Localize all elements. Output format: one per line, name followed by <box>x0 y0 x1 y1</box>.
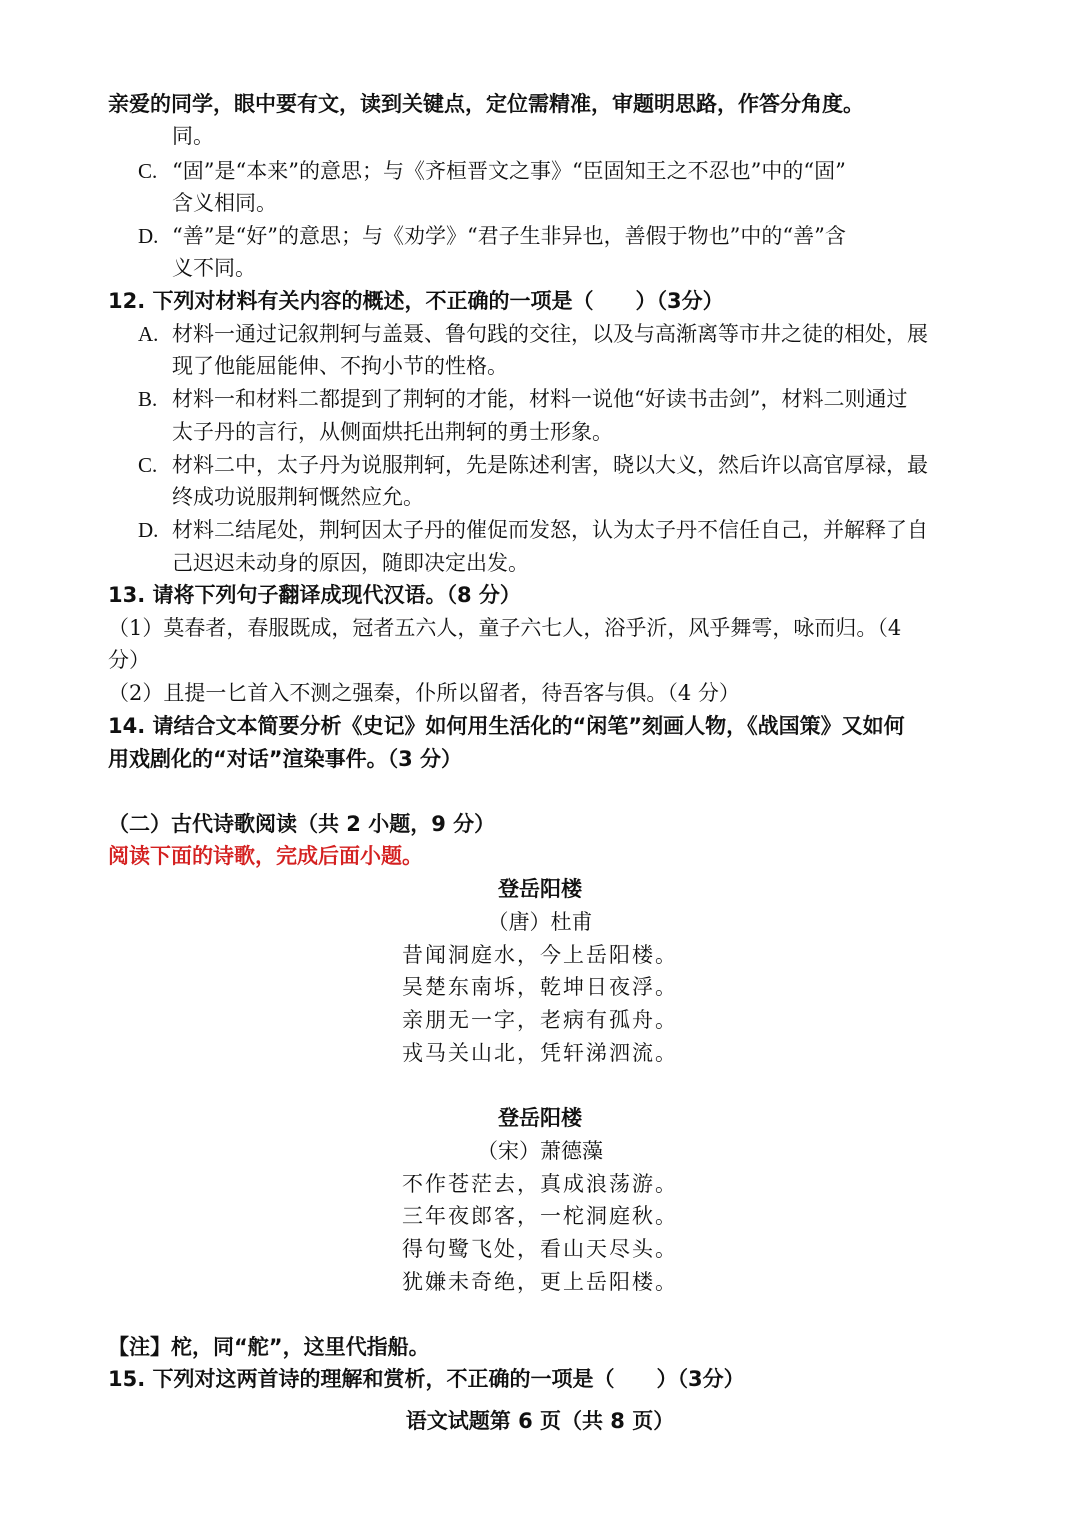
q12-stem: 12. 下列对材料有关内容的概述，不正确的一项是（ ）（3分） <box>108 289 724 313</box>
option-text: 材料一和材料二都提到了荆轲的才能，材料一说他“好读书击剑”，材料二则通过 <box>172 387 908 411</box>
q12-option-b <box>138 383 907 415</box>
option-text: 材料一通过记叙荆轲与盖聂、鲁句践的交往，以及与高渐离等市井之徒的相处，展 <box>172 322 928 346</box>
poem2-line: 犹嫌未奇绝，更上岳阳楼。 <box>402 1270 678 1294</box>
q13-sentence-2: （2）且提一匕首入不测之强秦，仆所以留者，待吾客与俱。（4 分） <box>108 681 740 705</box>
poem1-title: 登岳阳楼 <box>498 877 582 901</box>
q12-option-a <box>138 318 928 350</box>
option-label: B. <box>138 387 158 411</box>
page-footer: 语文试题第 6 页（共 8 页） <box>405 1409 675 1433</box>
q11-option-d-line2: 义不同。 <box>172 256 256 280</box>
poem2-line: 不作苍茫去，真成浪荡游。 <box>402 1172 678 1196</box>
option-label: A. <box>138 322 159 346</box>
poem1-line: 昔闻洞庭水，今上岳阳楼。 <box>402 943 678 967</box>
q11-option-c-line2: 含义相同。 <box>172 191 277 215</box>
poem1-line: 戎马关山北，凭轩涕泗流。 <box>402 1041 678 1065</box>
poem1-line: 吴楚东南坼，乾坤日夜浮。 <box>402 975 678 999</box>
option-text: “善”是“好”的意思；与《劝学》“君子生非异也，善假于物也”中的“善”含 <box>172 224 846 248</box>
section-heading: （二）古代诗歌阅读（共 2 小题，9 分） <box>108 812 496 836</box>
q12-option-c <box>138 449 928 481</box>
q12-option-c-line2: 终成功说服荆轲慨然应允。 <box>172 485 424 509</box>
poem1-line: 亲朋无一字，老病有孤舟。 <box>402 1008 678 1032</box>
poem-note: 【注】柁，同“舵”，这里代指船。 <box>108 1335 430 1359</box>
q14-stem-line2: 用戏剧化的“对话”渲染事件。（3 分） <box>108 747 463 771</box>
option-text: 材料二结尾处，荆轲因太子丹的催促而发怒，认为太子丹不信任自己，并解释了自 <box>172 518 928 542</box>
q11-option-c <box>138 155 846 187</box>
q13-stem: 13. 请将下列句子翻译成现代汉语。（8 分） <box>108 583 521 607</box>
q12-option-a-line2: 现了他能屈能伸、不拘小节的性格。 <box>172 354 508 378</box>
q12-option-d-line2: 己迟迟未动身的原因，随即决定出发。 <box>172 551 529 575</box>
poem2-line: 得句鹭飞处，看山天尽头。 <box>402 1237 678 1261</box>
header-banner: 亲爱的同学，眼中要有文，读到关键点，定位需精准，审题明思路，作答分角度。 <box>108 92 864 116</box>
option-label: D. <box>138 518 159 542</box>
section-instruction: 阅读下面的诗歌，完成后面小题。 <box>108 844 423 868</box>
q15-stem: 15. 下列对这两首诗的理解和赏析，不正确的一项是（ ）（3分） <box>108 1367 745 1391</box>
q13-sentence-1: （1）莫春者，春服既成，冠者五六人，童子六七人，浴乎沂，风乎舞雩，咏而归。（4 <box>108 616 902 640</box>
option-label: C. <box>138 159 158 183</box>
poem2-line: 三年夜郎客，一柁洞庭秋。 <box>402 1204 678 1228</box>
q12-option-d <box>138 514 928 546</box>
poem2-author: （宋）萧德藻 <box>477 1139 603 1163</box>
option-text: 材料二中，太子丹为说服荆轲，先是陈述利害，晓以大义，然后许以高官厚禄，最 <box>172 453 928 477</box>
q12-option-b-line2: 太子丹的言行，从侧面烘托出荆轲的勇士形象。 <box>172 420 613 444</box>
option-label: C. <box>138 453 158 477</box>
q13-sentence-1-line2: 分） <box>108 648 150 672</box>
q11-b-continuation: 同。 <box>172 124 214 148</box>
poem1-author: （唐）杜甫 <box>487 910 593 934</box>
option-label: D. <box>138 224 159 248</box>
q11-option-d <box>138 220 846 252</box>
q14-stem: 14. 请结合文本简要分析《史记》如何用生活化的“闲笔”刻画人物，《战国策》又如何 <box>108 714 905 738</box>
poem2-title: 登岳阳楼 <box>498 1106 582 1130</box>
option-text: “固”是“本来”的意思；与《齐桓晋文之事》“臣固知王之不忍也”中的“固” <box>172 159 846 183</box>
